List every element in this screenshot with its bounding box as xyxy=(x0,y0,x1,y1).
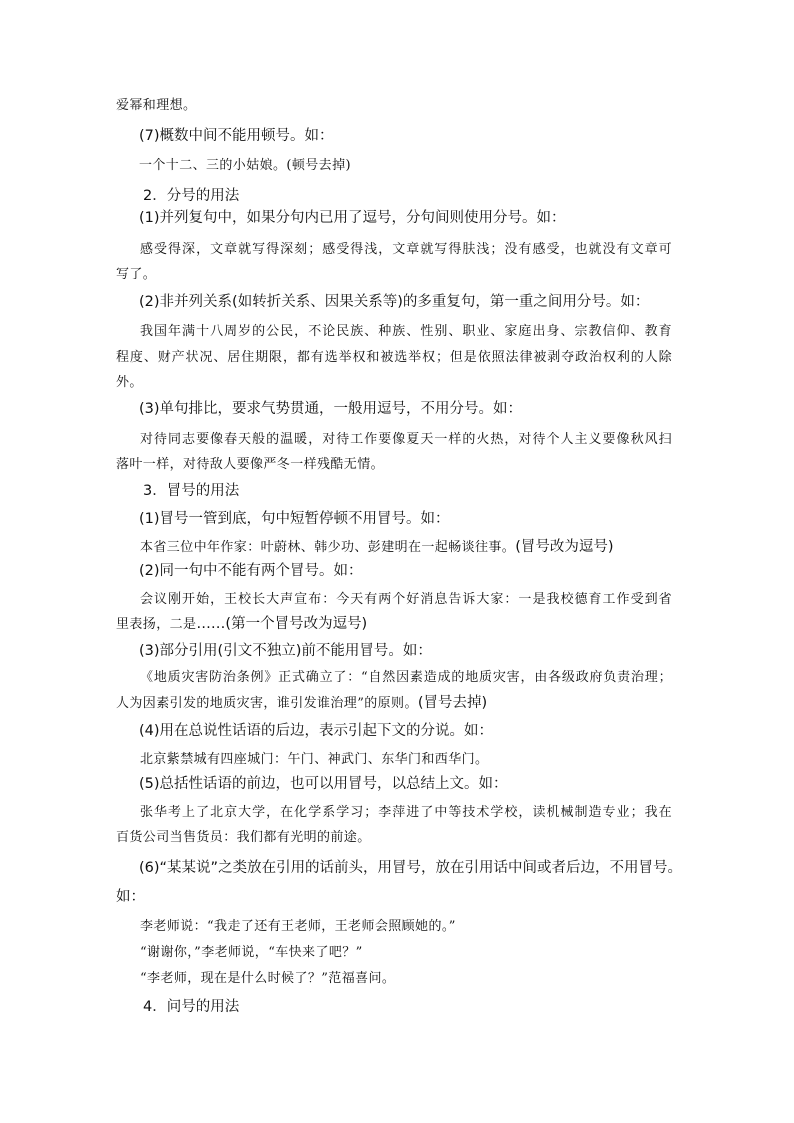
example-line: 本省三位中年作家：叶蔚林、韩少功、彭建明在一起畅谈往事。(冒号改为逗号) xyxy=(140,539,614,555)
example-line: 对待同志要像春天般的温暖，对待工作要像夏天一样的火热，对待个人主义要像秋风扫 xyxy=(140,432,672,447)
rule-heading: (5)总括性话语的前边，也可以用冒号，以总结上文。如： xyxy=(139,776,508,792)
example-line: 北京紫禁城有四座城门：午门、神武门、东华门和西华门。 xyxy=(140,752,489,767)
example-line: 《地质灾害防治条例》正式确立了：“自然因素造成的地质灾害，由各级政府负责治理； xyxy=(140,670,672,685)
example-line: 外。 xyxy=(116,375,143,390)
example-line: 落叶一样，对待敌人要像严冬一样残酷无情。 xyxy=(116,457,385,472)
rule-heading: (2)非并列关系(如转折关系、因果关系等)的多重复句，第一重之间用分号。如： xyxy=(139,294,650,310)
example-line: “谢谢你，”李老师说，“车快来了吧？” xyxy=(140,945,363,960)
example-line: 里表扬，二是……(第一个冒号改为逗号) xyxy=(116,616,368,632)
section-heading: 3．冒号的用法 xyxy=(143,483,240,499)
example-line: 感受得深，文章就写得深刻；感受得浅，文章就写得肤浅；没有感受，也就没有文章可 xyxy=(140,242,672,257)
example-line: 张华考上了北京大学，在化学系学习；李萍进了中等技术学校，读机械制造专业；我在 xyxy=(140,805,672,820)
example-line: 程度、财产状况、居住期限，都有选举权和被选举权；但是依照法律被剥夺政治权利的人除 xyxy=(116,350,672,365)
rule-heading: (1)并列复句中，如果分句内已用了逗号，分句间则使用分号。如： xyxy=(139,210,566,226)
example-line: 一个十二、三的小姑娘。(顿号去掉) xyxy=(139,158,351,173)
text-line: 爱幂和理想。 xyxy=(116,98,197,113)
example-line: 会议刚开始，王校长大声宣布：今天有两个好消息告诉大家：一是我校德育工作受到省 xyxy=(140,592,672,607)
rule-heading: (3)部分引用(引文不独立)前不能用冒号。如： xyxy=(139,643,432,659)
section-heading: 2．分号的用法 xyxy=(143,188,240,204)
example-line: 我国年满十八周岁的公民，不论民族、种族、性别、职业、家庭出身、宗教信仰、教育 xyxy=(140,324,672,339)
example-line: 写了。 xyxy=(116,267,157,282)
rule-heading: (3)单句排比，要求气势贯通，一般用逗号，不用分号。如： xyxy=(139,401,523,417)
example-line: 李老师说：“我走了还有王老师，王老师会照顾她的。” xyxy=(140,919,456,934)
example-line: “李老师，现在是什么时候了？”范福喜问。 xyxy=(140,971,396,986)
example-line: 百货公司当售货员：我们都有光明的前途。 xyxy=(116,830,371,845)
rule-heading: (2)同一句中不能有两个冒号。如： xyxy=(139,563,363,579)
example-line: 人为因素引发的地质灾害，谁引发谁治理”的原则。(冒号去掉) xyxy=(116,695,488,711)
rule-heading: (1)冒号一管到底，句中短暂停顿不用冒号。如： xyxy=(139,511,450,527)
text-line: 如： xyxy=(116,889,145,905)
rule-heading: (6)“某某说”之类放在引用的话前头，用冒号，放在引用话中间或者后边，不用冒号。 xyxy=(139,860,683,876)
section-heading: 4．问号的用法 xyxy=(143,999,240,1015)
rule-heading: (7)概数中间不能用顿号。如： xyxy=(139,128,334,144)
rule-heading: (4)用在总说性话语的后边，表示引起下文的分说。如： xyxy=(139,723,494,739)
